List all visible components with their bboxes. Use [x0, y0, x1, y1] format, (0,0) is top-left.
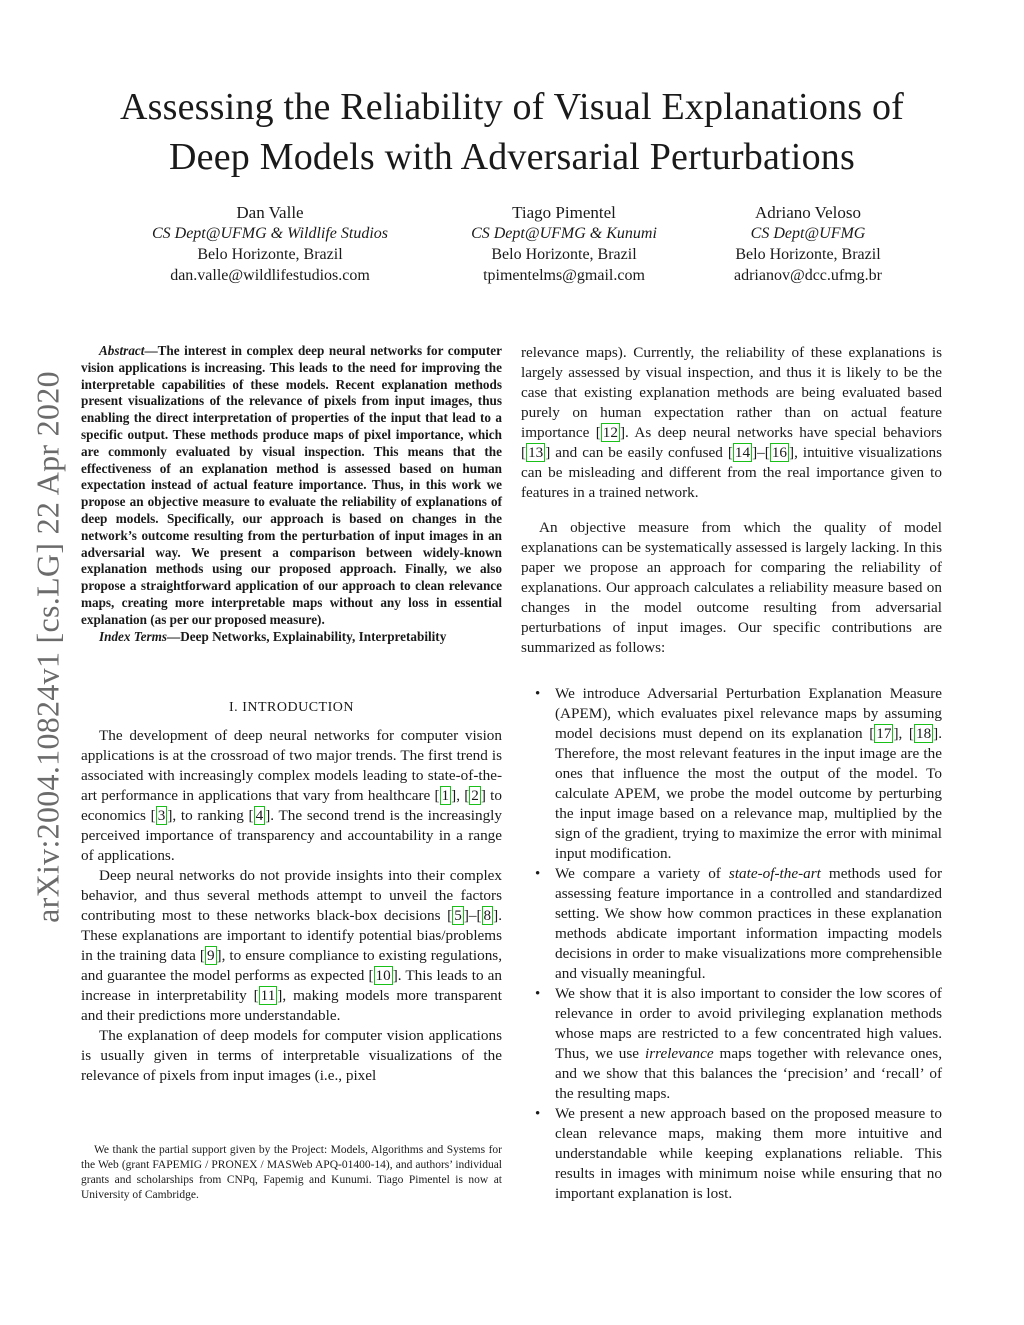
- citation-link[interactable]: 3: [157, 807, 166, 825]
- arxiv-stamp: arXiv:2004.10824v1 [cs.LG] 22 Apr 2020: [29, 371, 66, 923]
- bullet-icon: •: [535, 1106, 541, 1122]
- list-item: • We show that it is also important to consider the low scores of relevance in order to avoid privileging explanation methods whose maps are restricted to a few concentrated high values. Thus, we use irrelevance maps together with relevance ones, and we show that this balances the ‘precision’ and ‘recall’ of the resulting maps.: [535, 985, 942, 1102]
- citation-link[interactable]: 8: [483, 907, 492, 925]
- author-email: dan.valle@wildlifestudios.com: [170, 267, 370, 284]
- bullet-icon: •: [535, 866, 541, 882]
- list-item: • We compare a variety of state-of-the-art methods used for assessing feature importance in a controlled and standardized setting. We show how common practices in these explanation methods abdicate important information impacting models decisions in order to make visualizations more comprehensible and visually meaningful.: [535, 865, 942, 982]
- citation-link[interactable]: 4: [255, 807, 264, 825]
- author-email: tpimentelms@gmail.com: [483, 267, 645, 284]
- author-block-2: [424, 202, 704, 286]
- author-affiliation: CS Dept@UFMG: [750, 225, 866, 242]
- bullet-icon: •: [535, 986, 541, 1002]
- author-name: Tiago Pimentel: [512, 203, 616, 222]
- citation-link[interactable]: 18: [915, 725, 932, 742]
- abstract-label: Abstract: [99, 343, 145, 358]
- citation-link[interactable]: 13: [528, 444, 544, 461]
- footnote: [81, 1143, 502, 1203]
- abstract: [81, 343, 502, 629]
- citation-link[interactable]: 1: [441, 787, 450, 805]
- intro-paragraph-4: An objective measure from which the quality of model explanations can be systematically assessed is largely lacking. In this paper we propose an approach for comparing the reliability of explanations. Our approach calculates a reliability measure based on changes in the model outcome resulting from adversarial perturbations of input images. Our specific contributions are summarized as follows:: [521, 519, 942, 656]
- title-line-2: Deep Models with Adversarial Perturbations: [169, 136, 855, 178]
- citation-link[interactable]: 14: [734, 444, 751, 461]
- author-block-3: [708, 202, 908, 286]
- list-item: • We present a new approach based on the proposed measure to clean relevance maps, making them more intuitive and understandable while keeping explanations reliable. This results in images with minimum noise while ensuring that no important explanation is lost.: [535, 1105, 942, 1202]
- citation-link[interactable]: 16: [771, 444, 788, 461]
- author-location: Belo Horizonte, Brazil: [735, 246, 881, 263]
- author-email: adrianov@dcc.ufmg.br: [733, 267, 882, 284]
- section-heading-introduction: I. INTRODUCTION: [229, 700, 354, 716]
- left-column: [81, 343, 502, 1086]
- citation-link[interactable]: 12: [602, 424, 618, 441]
- author-affiliation: CS Dept@UFMG & Wildlife Studios: [151, 225, 389, 242]
- author-name: Adriano Veloso: [755, 203, 861, 222]
- author-name: Dan Valle: [236, 203, 304, 222]
- paper-title: [60, 82, 964, 182]
- right-column: [521, 343, 942, 1204]
- index-terms-label: Index Terms: [99, 628, 168, 644]
- author-location: Belo Horizonte, Brazil: [197, 246, 343, 263]
- list-item: • We introduce Adversarial Perturbation Explanation Measure (APEM), which evaluates pixel relevance maps by assuming model decisions must depend on its explanation [ 17 ], [ 18 ]. Therefore, the most relevant features in the input image are the ones that influence the most the output of the model. To calculate APEM, we probe the model outcome by perturbing the input image based on a relevance map, multiplied by the sign of the gradient, trying to maximize the error with minimal input modification.: [535, 685, 943, 862]
- citation-link[interactable]: 10: [375, 967, 391, 985]
- citation-link[interactable]: 11: [260, 987, 276, 1005]
- abstract-text: —The interest in complex deep neural networks for computer vision applications is increasing. This leads to the need for improving the interpretable capabilities of these models. Recent explanation methods present visualizations of the relevance of pixels from input images, thus enabling the direct interpretation of properties of the input that lead to a specific output. These methods produce maps of pixel importance, which are commonly evaluated by visual inspection. This means that the effectiveness of an explanation method is assessed based on human expectation instead of actual feature importance. Thus, in this work we propose an objective measure to evaluate the reliability of explanations of deep models. Specifically, our approach is based on changes in the network’s outcome resulting from the perturbation of input images in an adversarial way. We present a comparison between widely-known explanation methods using our proposed approach. Finally, we also propose a straightforward application of our approach to clean relevance maps, creating more interpretable maps without any loss in essential explanation (as per our proposed measure).: [81, 343, 502, 627]
- index-terms: [81, 629, 502, 646]
- contributions-list: [521, 684, 942, 1204]
- intro-paragraph-3-continued: relevance maps). Currently, the reliability of these explanations is largely assessed by visual inspection, and thus it is likely to be the case that existing explanation methods are being evaluated based purely on human expectation rather than on actual feature importance [ 12 ]. As deep neural networks have special behaviors [ 13 ] and can be easily confused [ 14 ]–[ 16 ], intuitive visualizations can be misleading and different from the real importance given to features in a trained network.: [521, 344, 942, 501]
- author-block-1: [120, 202, 420, 286]
- author-location: Belo Horizonte, Brazil: [491, 246, 637, 263]
- intro-paragraph-1: The development of deep neural networks for computer vision applications is at the crossroad of two major trends. The first trend is associated with increasingly complex models leading to state-of-the-art performance in applications that vary from healthcare [ 1 ], [ 2 ] to economics [ 3 ], to ranking [ 4 ]. The second trend is the increasingly perceived importance of transparency and accountability in a range of applications.: [81, 727, 502, 865]
- index-terms-text: —Deep Networks, Explainability, Interpretability: [167, 628, 447, 644]
- intro-paragraph-2: Deep neural networks do not provide insights into their complex behavior, and thus several methods attempt to unveil the factors contributing most to these networks black-box decisions [ 5 ]–[ 8 ]. These explanations are important to identify potential bias/problems in the training data [ 9 ], to ensure compliance to existing regulations, and guarantee the model performs as expected [ 10 ]. This leads to an increase in interpretability [ 11 ], making models more transparent and their predictions more understandable.: [81, 867, 503, 1025]
- footnote-text: We thank the partial support given by the Project: Models, Algorithms and Systems for the Web (grant FAPEMIG / PRONEX / MASWeb APQ-01400-14), and authors’ individual grants and scholarships from CNPq, Fapemig and Kunumi. Tiago Pimentel is now at University of Cambridge.: [81, 1144, 502, 1201]
- citation-link[interactable]: 5: [454, 907, 462, 925]
- citation-link[interactable]: 2: [471, 787, 479, 805]
- intro-paragraph-3: The explanation of deep models for computer vision applications is usually given in terms of interpretable visualizations of the relevance of pixels from input images (i.e., pixel: [81, 1027, 502, 1085]
- author-affiliation: CS Dept@UFMG & Kunumi: [471, 225, 657, 242]
- citation-link[interactable]: 17: [876, 725, 892, 742]
- title-line-1: Assessing the Reliability of Visual Explanations of: [119, 86, 905, 128]
- bullet-icon: •: [535, 686, 541, 702]
- citation-link[interactable]: 9: [206, 947, 215, 965]
